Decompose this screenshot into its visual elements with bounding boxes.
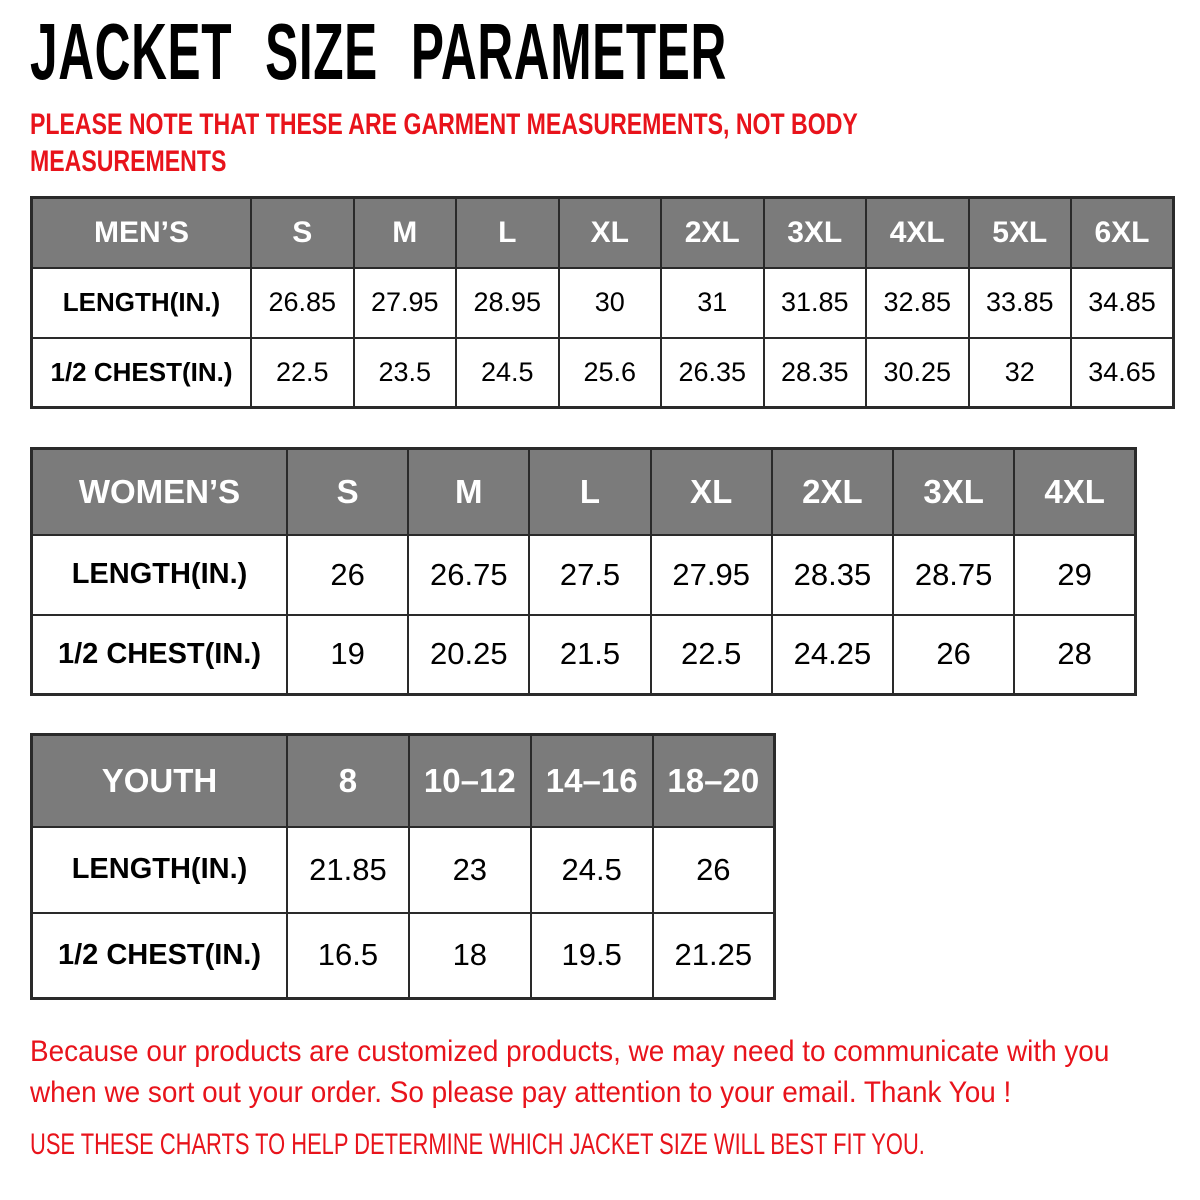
value-cell: 28.75 xyxy=(893,535,1014,615)
value-cell: 34.65 xyxy=(1071,338,1174,408)
value-cell: 21.5 xyxy=(529,615,650,695)
value-cell: 31 xyxy=(661,268,764,338)
value-cell: 21.85 xyxy=(287,827,409,913)
row-label-cell: 1/2 CHEST(IN.) xyxy=(32,615,288,695)
value-cell: 18 xyxy=(409,913,531,999)
row-label-cell: 1/2 CHEST(IN.) xyxy=(32,338,252,408)
size-header-cell: 8 xyxy=(287,735,409,827)
value-cell: 30 xyxy=(559,268,662,338)
size-header-cell: 5XL xyxy=(969,198,1072,268)
value-cell: 29 xyxy=(1014,535,1135,615)
value-cell: 34.85 xyxy=(1071,268,1174,338)
row-label-cell: LENGTH(IN.) xyxy=(32,535,288,615)
row-label-cell: LENGTH(IN.) xyxy=(32,827,288,913)
size-header-cell: 2XL xyxy=(661,198,764,268)
value-cell: 19.5 xyxy=(531,913,653,999)
value-cell: 24.5 xyxy=(531,827,653,913)
value-cell: 28.95 xyxy=(456,268,559,338)
value-cell: 26 xyxy=(893,615,1014,695)
size-header-cell: M xyxy=(408,449,529,535)
value-cell: 27.95 xyxy=(651,535,772,615)
value-cell: 23.5 xyxy=(354,338,457,408)
value-cell: 23 xyxy=(409,827,531,913)
youth-chest-row xyxy=(32,913,775,999)
size-header-cell: L xyxy=(529,449,650,535)
womens-header-row xyxy=(32,449,1136,535)
value-cell: 28.35 xyxy=(772,535,893,615)
value-cell: 26 xyxy=(653,827,775,913)
value-cell: 27.95 xyxy=(354,268,457,338)
value-cell: 28.35 xyxy=(764,338,867,408)
size-header-cell: 2XL xyxy=(772,449,893,535)
size-header-cell: 14–16 xyxy=(531,735,653,827)
size-header-cell: M xyxy=(354,198,457,268)
custom-order-note: Because our products are customized products, we may need to communicate with you when we sort out your order. So please pay attention to your email. Thank You ! xyxy=(30,1035,1110,1109)
size-header-cell: 4XL xyxy=(866,198,969,268)
mens-header-row xyxy=(32,198,1174,268)
womens-size-table xyxy=(30,447,1137,696)
value-cell: 25.6 xyxy=(559,338,662,408)
value-cell: 32 xyxy=(969,338,1072,408)
youth-length-row xyxy=(32,827,775,913)
size-header-cell: L xyxy=(456,198,559,268)
size-header-cell: S xyxy=(251,198,354,268)
youth-header-row xyxy=(32,735,775,827)
mens-size-table xyxy=(30,196,1175,409)
value-cell: 32.85 xyxy=(866,268,969,338)
womens-chest-row xyxy=(32,615,1136,695)
youth-table-title-cell: YOUTH xyxy=(32,735,288,827)
size-header-cell: 10–12 xyxy=(409,735,531,827)
value-cell: 27.5 xyxy=(529,535,650,615)
value-cell: 33.85 xyxy=(969,268,1072,338)
row-label-cell: LENGTH(IN.) xyxy=(32,268,252,338)
size-header-cell: 18–20 xyxy=(653,735,775,827)
value-cell: 26.85 xyxy=(251,268,354,338)
mens-table-title-cell: MEN’S xyxy=(32,198,252,268)
womens-length-row xyxy=(32,535,1136,615)
value-cell: 24.5 xyxy=(456,338,559,408)
size-header-cell: XL xyxy=(559,198,662,268)
value-cell: 31.85 xyxy=(764,268,867,338)
value-cell: 28 xyxy=(1014,615,1135,695)
value-cell: 21.25 xyxy=(653,913,775,999)
row-label-cell: 1/2 CHEST(IN.) xyxy=(32,913,288,999)
mens-length-row xyxy=(32,268,1174,338)
size-header-cell: XL xyxy=(651,449,772,535)
fit-advice-line: USE THESE CHARTS TO HELP DETERMINE WHICH JACKET SIZE WILL BEST FIT YOU. xyxy=(30,1128,925,1161)
size-header-cell: 3XL xyxy=(893,449,1014,535)
value-cell: 22.5 xyxy=(251,338,354,408)
value-cell: 20.25 xyxy=(408,615,529,695)
mens-chest-row xyxy=(32,338,1174,408)
value-cell: 19 xyxy=(287,615,408,695)
page-title: JACKET SIZE PARAMETER xyxy=(30,7,727,96)
value-cell: 26 xyxy=(287,535,408,615)
size-header-cell: S xyxy=(287,449,408,535)
value-cell: 16.5 xyxy=(287,913,409,999)
value-cell: 26.35 xyxy=(661,338,764,408)
womens-table-title-cell: WOMEN’S xyxy=(32,449,288,535)
value-cell: 26.75 xyxy=(408,535,529,615)
size-header-cell: 3XL xyxy=(764,198,867,268)
size-header-cell: 6XL xyxy=(1071,198,1174,268)
value-cell: 30.25 xyxy=(866,338,969,408)
value-cell: 24.25 xyxy=(772,615,893,695)
size-header-cell: 4XL xyxy=(1014,449,1135,535)
youth-size-table xyxy=(30,733,776,1000)
value-cell: 22.5 xyxy=(651,615,772,695)
garment-measurement-note: PLEASE NOTE THAT THESE ARE GARMENT MEASUREMENTS, NOT BODY MEASUREMENTS xyxy=(30,108,858,178)
